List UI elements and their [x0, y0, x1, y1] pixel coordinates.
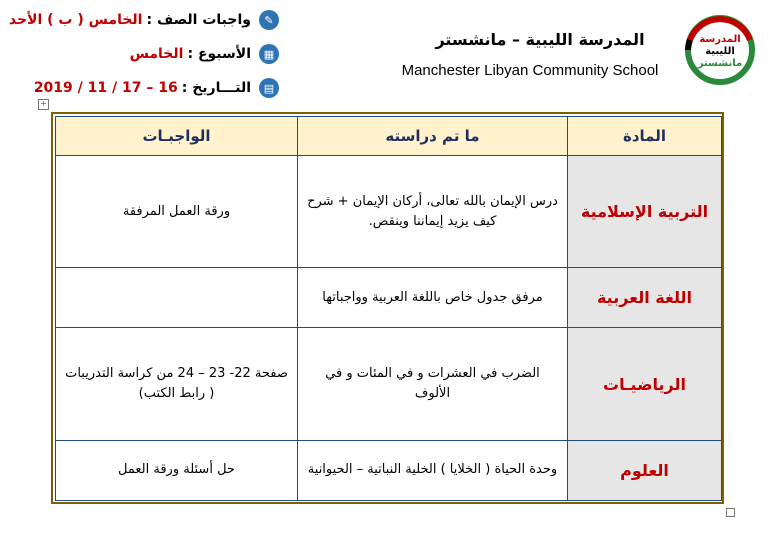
table-row	[56, 440, 722, 500]
notebook-icon: ✎	[259, 10, 279, 30]
week-info	[130, 44, 279, 64]
subject-cell: الرياضيـات	[568, 328, 722, 440]
homework-table	[55, 116, 722, 501]
date-label: التـــاريخ :	[181, 80, 251, 96]
header-homework: الواجبـات	[56, 117, 298, 156]
table-row	[56, 268, 722, 328]
studied-cell: مرفق جدول خاص باللغة العربية وواجباتها	[298, 268, 568, 328]
school-logo	[680, 10, 766, 90]
week-label: الأسبوع :	[187, 46, 251, 62]
class-value: الخامس ( ب ) الأحد	[8, 12, 143, 28]
studied-cell: درس الإيمان بالله تعالى، أركان الإيمان + شرح كيف يزيد إيماننا وينقص.	[298, 156, 568, 268]
school-name-arabic: المدرسة الليبية – مانشستر	[435, 30, 645, 49]
calculator-icon: ▤	[259, 78, 279, 98]
logo-line-1: المدرسة	[699, 34, 741, 45]
homework-cell	[56, 268, 298, 328]
table-resize-handle[interactable]	[726, 508, 735, 517]
homework-cell: ورقة العمل المرفقة	[56, 156, 298, 268]
calendar-icon: ▦	[259, 44, 279, 64]
table-row	[56, 156, 722, 268]
logo-line-3: مانشستر	[697, 58, 743, 69]
date-info	[34, 78, 279, 98]
school-name-english: Manchester Libyan Community School	[401, 62, 659, 79]
studied-cell: الضرب في العشرات و في المئات و في الألوف	[298, 328, 568, 440]
date-value: 16 – 17 / 11 / 2019	[33, 80, 178, 96]
subject-cell: العلوم	[568, 440, 722, 500]
week-value: الخامس	[129, 46, 184, 62]
table-header-row	[56, 117, 722, 156]
table-move-handle-icon[interactable]: +	[38, 99, 49, 110]
header-studied: ما تم دراسته	[298, 117, 568, 156]
homework-cell: صفحة 22- 23 – 24 من كراسة التدريبات ( رابط الكتب)	[56, 328, 298, 440]
homework-cell: حل أسئلة ورقة العمل	[56, 440, 298, 500]
logo-line-2: الليبية	[705, 46, 735, 57]
class-label: واجبات الصف :	[146, 12, 251, 28]
studied-cell: وحدة الحياة ( الخلايا ) الخلية النباتية – الحيوانية	[298, 440, 568, 500]
header-subject: المادة	[568, 117, 722, 156]
subject-cell: اللغة العربية	[568, 268, 722, 328]
class-info	[9, 10, 279, 30]
table-row	[56, 328, 722, 440]
subject-cell: التربية الإسلامية	[568, 156, 722, 268]
